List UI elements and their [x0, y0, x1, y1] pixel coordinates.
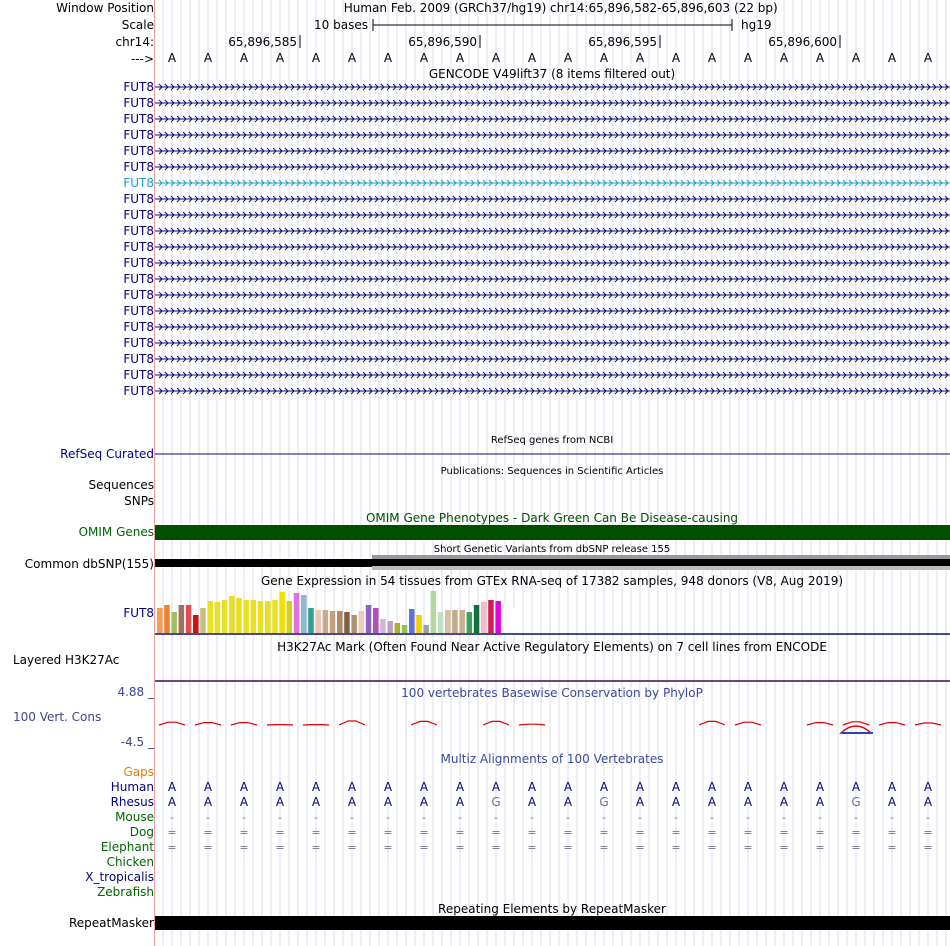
- alignment-base: A: [203, 780, 213, 794]
- alignment-base: =: [491, 841, 501, 854]
- alignment-base: A: [527, 795, 537, 809]
- gtex-tissue-bar: [251, 600, 257, 633]
- gtex-tissue-bar: [351, 615, 357, 633]
- alignment-base: A: [563, 795, 573, 809]
- alignment-base: A: [167, 795, 177, 809]
- dbsnp-black-bar: [155, 559, 950, 567]
- dbsnp-grey-bar: [372, 555, 950, 559]
- base-letter: A: [923, 51, 933, 65]
- gtex-tissue-bar: [395, 623, 401, 633]
- alignment-base: A: [347, 795, 357, 809]
- alignment-base: -: [710, 811, 714, 824]
- alignment-base: =: [275, 826, 285, 839]
- alignment-base: =: [707, 841, 717, 854]
- gtex-tissue-bar: [229, 596, 235, 633]
- alignment-base: =: [743, 826, 753, 839]
- alignment-base: =: [851, 841, 861, 854]
- base-letter: A: [383, 51, 393, 65]
- alignment-base: =: [311, 826, 321, 839]
- alignment-base: =: [167, 826, 177, 839]
- alignment-base: A: [779, 795, 789, 809]
- ruler-tick-label: 65,896,600: [768, 35, 837, 49]
- alignment-base: A: [599, 780, 609, 794]
- gtex-tissue-bar: [344, 612, 350, 633]
- alignment-base: -: [602, 811, 606, 824]
- gene-label[interactable]: FUT8: [123, 160, 154, 174]
- publications-track-title: Publications: Sequences in Scientific Articles: [440, 466, 664, 477]
- gtex-tissue-bar: [193, 615, 199, 633]
- gene-label[interactable]: FUT8: [123, 352, 154, 366]
- alignment-base: A: [707, 780, 717, 794]
- gtex-tissue-bar: [186, 605, 192, 633]
- alignment-base: -: [350, 811, 354, 824]
- alignment-base: A: [671, 780, 681, 794]
- dbsnp-grey-bar: [372, 566, 950, 570]
- alignment-base: -: [386, 811, 390, 824]
- base-letter: A: [779, 51, 789, 65]
- gtex-tissue-bar: [308, 608, 314, 633]
- alignment-base: A: [239, 795, 249, 809]
- base-letter: A: [599, 51, 609, 65]
- alignment-base: -: [314, 811, 318, 824]
- alignment-base: =: [419, 826, 429, 839]
- gtex-tissue-bar: [481, 602, 487, 633]
- base-letter: A: [707, 51, 717, 65]
- phylop-min-label: -4.5 _: [120, 735, 154, 749]
- alignment-base: -: [818, 811, 822, 824]
- repeatmasker-track-label[interactable]: RepeatMasker: [68, 916, 154, 930]
- alignment-base: -: [170, 811, 174, 824]
- gtex-tissue-bar: [359, 611, 365, 633]
- gtex-tissue-bar: [171, 612, 177, 633]
- strand-arrow-label: --->: [130, 52, 154, 66]
- alignment-base: =: [743, 841, 753, 854]
- gtex-tissue-bar: [179, 605, 185, 633]
- alignment-base: =: [563, 826, 573, 839]
- dbsnp-track-label[interactable]: Common dbSNP(155): [24, 557, 154, 571]
- gtex-tissue-bar: [495, 601, 501, 633]
- alignment-base: -: [494, 811, 498, 824]
- gene-label[interactable]: FUT8: [123, 320, 154, 334]
- alignment-base: =: [491, 826, 501, 839]
- gtex-tissue-bar: [287, 601, 293, 633]
- gtex-tissue-bar: [272, 600, 278, 633]
- alignment-base: =: [671, 841, 681, 854]
- alignment-base: A: [815, 795, 825, 809]
- gtex-track-title: Gene Expression in 54 tissues from GTEx RNA-seq of 17382 samples, 948 donors (V8, Aug 2019): [260, 574, 844, 588]
- alignment-base: =: [239, 826, 249, 839]
- omim-bar: [155, 525, 950, 540]
- alignment-base: G: [491, 795, 501, 809]
- alignment-base: -: [854, 811, 858, 824]
- alignment-base: A: [347, 780, 357, 794]
- alignment-base: A: [311, 780, 321, 794]
- track-label-column: [0, 0, 154, 946]
- gtex-tissue-bar: [200, 608, 206, 633]
- species-label[interactable]: Rhesus: [110, 795, 154, 809]
- gtex-tissue-bar: [380, 619, 386, 633]
- alignment-base: =: [455, 826, 465, 839]
- species-label[interactable]: X_tropicalis: [85, 870, 154, 884]
- phylop-track-label[interactable]: 100 Vert. Cons: [13, 710, 102, 724]
- gtex-tissue-bar: [510, 608, 516, 633]
- alignment-base: -: [566, 811, 570, 824]
- alignment-base: A: [851, 780, 861, 794]
- alignment-base: =: [455, 841, 465, 854]
- alignment-base: -: [458, 811, 462, 824]
- gtex-tissue-bar: [488, 600, 494, 633]
- refseq-track-title: RefSeq genes from NCBI: [490, 435, 614, 446]
- gtex-tissue-bar: [215, 602, 221, 633]
- base-letter: A: [635, 51, 645, 65]
- alignment-base: =: [599, 826, 609, 839]
- alignment-base: =: [239, 841, 249, 854]
- gtex-tissue-bar: [409, 609, 415, 633]
- track-display[interactable]: [155, 0, 950, 946]
- alignment-base: A: [923, 780, 933, 794]
- gtex-tissue-bar: [294, 593, 300, 633]
- base-letter: A: [311, 51, 321, 65]
- gtex-tissue-bar: [222, 600, 228, 633]
- gtex-tissue-bar: [373, 608, 379, 633]
- alignment-base: A: [203, 795, 213, 809]
- gene-label[interactable]: FUT8: [123, 80, 154, 94]
- base-letter: A: [419, 51, 429, 65]
- snps-track-label[interactable]: SNPs: [124, 494, 154, 508]
- gtex-tissue-bar: [524, 626, 530, 633]
- alignment-base: G: [851, 795, 861, 809]
- species-label[interactable]: Mouse: [115, 810, 154, 824]
- gene-label[interactable]: FUT8: [123, 384, 154, 398]
- alignment-base: A: [779, 780, 789, 794]
- alignment-base: =: [635, 826, 645, 839]
- assembly-title: Human Feb. 2009 (GRCh37/hg19): [343, 1, 547, 15]
- alignment-base: A: [815, 780, 825, 794]
- base-letter: A: [887, 51, 897, 65]
- gtex-tissue-bar: [243, 600, 249, 633]
- alignment-base: -: [926, 811, 930, 824]
- gtex-tissue-bar: [330, 611, 336, 633]
- alignment-base: =: [635, 841, 645, 854]
- gtex-tissue-bar: [517, 610, 523, 633]
- base-letter: A: [671, 51, 681, 65]
- repeatmasker-track-title: Repeating Elements by RepeatMasker: [438, 902, 666, 916]
- ruler-tick-label: 65,896,585: [228, 35, 297, 49]
- alignment-base: A: [383, 780, 393, 794]
- gtex-tissue-bar: [474, 605, 480, 633]
- alignment-base: =: [383, 826, 393, 839]
- alignment-base: A: [743, 780, 753, 794]
- gene-label[interactable]: FUT8: [123, 192, 154, 206]
- base-letter: A: [455, 51, 465, 65]
- gene-label[interactable]: FUT8: [123, 96, 154, 110]
- alignment-base: -: [890, 811, 894, 824]
- dbsnp-track-title: Short Genetic Variants from dbSNP release 155: [433, 544, 671, 555]
- refseq-track-label[interactable]: RefSeq Curated: [60, 447, 154, 461]
- alignment-base: -: [674, 811, 678, 824]
- base-letter: A: [203, 51, 213, 65]
- gtex-tissue-bar: [323, 610, 329, 633]
- gene-label[interactable]: FUT8: [123, 128, 154, 142]
- alignment-base: A: [635, 795, 645, 809]
- species-label[interactable]: Chicken: [106, 855, 154, 869]
- alignment-base: =: [167, 841, 177, 854]
- alignment-base: A: [419, 780, 429, 794]
- scale-label: Scale: [121, 18, 154, 32]
- gtex-tissue-bar: [467, 612, 473, 633]
- gtex-tissue-bar: [337, 611, 343, 633]
- omim-track-title: OMIM Gene Phenotypes - Dark Green Can Be Disease-causing: [365, 511, 739, 525]
- alignment-base: =: [563, 841, 573, 854]
- gene-label[interactable]: FUT8: [123, 112, 154, 126]
- base-letter: A: [167, 51, 177, 65]
- h3k27ac-track-title: H3K27Ac Mark (Often Found Near Active Regulatory Elements) on 7 cell lines from ENCODE: [277, 640, 827, 654]
- alignment-base: =: [419, 841, 429, 854]
- alignment-base: A: [887, 795, 897, 809]
- alignment-base: A: [311, 795, 321, 809]
- base-letter: A: [491, 51, 501, 65]
- h3k27ac-track-label[interactable]: Layered H3K27Ac: [13, 653, 120, 667]
- alignment-base: =: [671, 826, 681, 839]
- alignment-base: =: [527, 826, 537, 839]
- position-readout: chr14:65,896,582-65,896,603 (22 bp): [550, 1, 778, 15]
- alignment-base: A: [635, 780, 645, 794]
- gaps-label[interactable]: Gaps: [123, 765, 154, 779]
- alignment-base: =: [383, 841, 393, 854]
- base-letter: A: [527, 51, 537, 65]
- gtex-tissue-bar: [387, 621, 393, 633]
- gtex-tissue-bar: [459, 610, 465, 633]
- alignment-base: -: [206, 811, 210, 824]
- base-letter: A: [275, 51, 285, 65]
- gene-label[interactable]: FUT8: [123, 176, 154, 190]
- alignment-base: A: [455, 795, 465, 809]
- gtex-tissue-bar: [301, 595, 307, 633]
- alignment-base: G: [599, 795, 609, 809]
- gene-label[interactable]: FUT8: [123, 256, 154, 270]
- alignment-base: A: [275, 780, 285, 794]
- alignment-base: =: [311, 841, 321, 854]
- alignment-base: =: [923, 826, 933, 839]
- chromosome-label: chr14:: [115, 35, 154, 49]
- alignment-base: A: [167, 780, 177, 794]
- window-position-label: Window Position: [56, 1, 154, 15]
- db-label: hg19: [741, 18, 772, 32]
- repeatmasker-bar: [155, 916, 950, 930]
- species-label[interactable]: Zebrafish: [97, 885, 154, 899]
- scale-bar-label: 10 bases: [314, 18, 368, 32]
- alignment-base: =: [923, 841, 933, 854]
- alignment-base: =: [779, 841, 789, 854]
- alignment-base: -: [278, 811, 282, 824]
- alignment-base: A: [923, 795, 933, 809]
- alignment-base: A: [671, 795, 681, 809]
- gtex-tissue-bar: [423, 625, 429, 633]
- alignment-base: =: [599, 841, 609, 854]
- species-label[interactable]: Human: [110, 780, 154, 794]
- gtex-tissue-bar: [402, 625, 408, 633]
- alignment-base: =: [203, 826, 213, 839]
- gtex-tissue-bar: [366, 605, 372, 633]
- gtex-tissue-bar: [258, 601, 264, 633]
- base-letter: A: [239, 51, 249, 65]
- gencode-track-title: GENCODE V49lift37 (8 items filtered out): [428, 67, 676, 81]
- alignment-base: =: [707, 826, 717, 839]
- alignment-base: A: [887, 780, 897, 794]
- gene-label[interactable]: FUT8: [123, 272, 154, 286]
- phylop-track-title: 100 vertebrates Basewise Conservation by PhyloP: [401, 686, 703, 700]
- gtex-tissue-bar: [452, 610, 458, 633]
- gtex-tissue-bar: [207, 601, 213, 633]
- multiz-track-title: Multiz Alignments of 100 Vertebrates: [440, 752, 664, 766]
- gtex-tissue-bar: [445, 610, 451, 633]
- alignment-base: =: [347, 826, 357, 839]
- gene-label[interactable]: FUT8: [123, 144, 154, 158]
- gtex-tissue-bar: [164, 605, 170, 633]
- alignment-base: =: [779, 826, 789, 839]
- gene-label[interactable]: FUT8: [123, 336, 154, 350]
- ruler-tick-label: 65,896,590: [408, 35, 477, 49]
- gtex-tissue-bar: [416, 615, 422, 633]
- alignment-base: A: [707, 795, 717, 809]
- base-letter: A: [815, 51, 825, 65]
- gtex-tissue-bar: [265, 601, 271, 633]
- species-label[interactable]: Elephant: [100, 840, 154, 854]
- alignment-base: -: [530, 811, 534, 824]
- ruler-tick-label: 65,896,595: [588, 35, 657, 49]
- gtex-tissue-bar: [431, 591, 437, 633]
- gene-label[interactable]: FUT8: [123, 208, 154, 222]
- gtex-tissue-bar: [315, 610, 321, 633]
- alignment-base: A: [563, 780, 573, 794]
- alignment-base: -: [422, 811, 426, 824]
- gene-label[interactable]: FUT8: [123, 288, 154, 302]
- alignment-base: =: [887, 826, 897, 839]
- alignment-base: =: [887, 841, 897, 854]
- species-label[interactable]: Dog: [129, 825, 154, 839]
- base-letter: A: [851, 51, 861, 65]
- alignment-base: -: [638, 811, 642, 824]
- alignment-base: A: [743, 795, 753, 809]
- alignment-base: A: [419, 795, 429, 809]
- base-letter: A: [743, 51, 753, 65]
- alignment-base: =: [275, 841, 285, 854]
- gene-label[interactable]: FUT8: [123, 240, 154, 254]
- alignment-base: =: [815, 826, 825, 839]
- alignment-base: A: [275, 795, 285, 809]
- base-letter: A: [347, 51, 357, 65]
- gtex-tissue-bar: [438, 612, 444, 633]
- gtex-track-label[interactable]: FUT8: [123, 606, 154, 620]
- alignment-base: =: [851, 826, 861, 839]
- gtex-tissue-bar: [157, 608, 163, 633]
- alignment-base: =: [815, 841, 825, 854]
- alignment-base: =: [527, 841, 537, 854]
- alignment-base: -: [242, 811, 246, 824]
- alignment-base: A: [455, 780, 465, 794]
- omim-track-label[interactable]: OMIM Genes: [78, 525, 154, 539]
- alignment-base: -: [782, 811, 786, 824]
- gene-label[interactable]: FUT8: [123, 368, 154, 382]
- sequences-track-label[interactable]: Sequences: [88, 478, 154, 492]
- gtex-tissue-bar: [279, 592, 285, 633]
- alignment-base: A: [383, 795, 393, 809]
- phylop-max-label: 4.88 _: [117, 685, 154, 699]
- gene-label[interactable]: FUT8: [123, 224, 154, 238]
- alignment-base: -: [746, 811, 750, 824]
- alignment-base: =: [347, 841, 357, 854]
- alignment-base: A: [491, 780, 501, 794]
- gtex-tissue-bar: [236, 598, 242, 633]
- gene-label[interactable]: FUT8: [123, 304, 154, 318]
- base-letter: A: [563, 51, 573, 65]
- alignment-base: =: [203, 841, 213, 854]
- alignment-base: A: [239, 780, 249, 794]
- alignment-base: A: [527, 780, 537, 794]
- gtex-tissue-bar: [503, 604, 509, 633]
